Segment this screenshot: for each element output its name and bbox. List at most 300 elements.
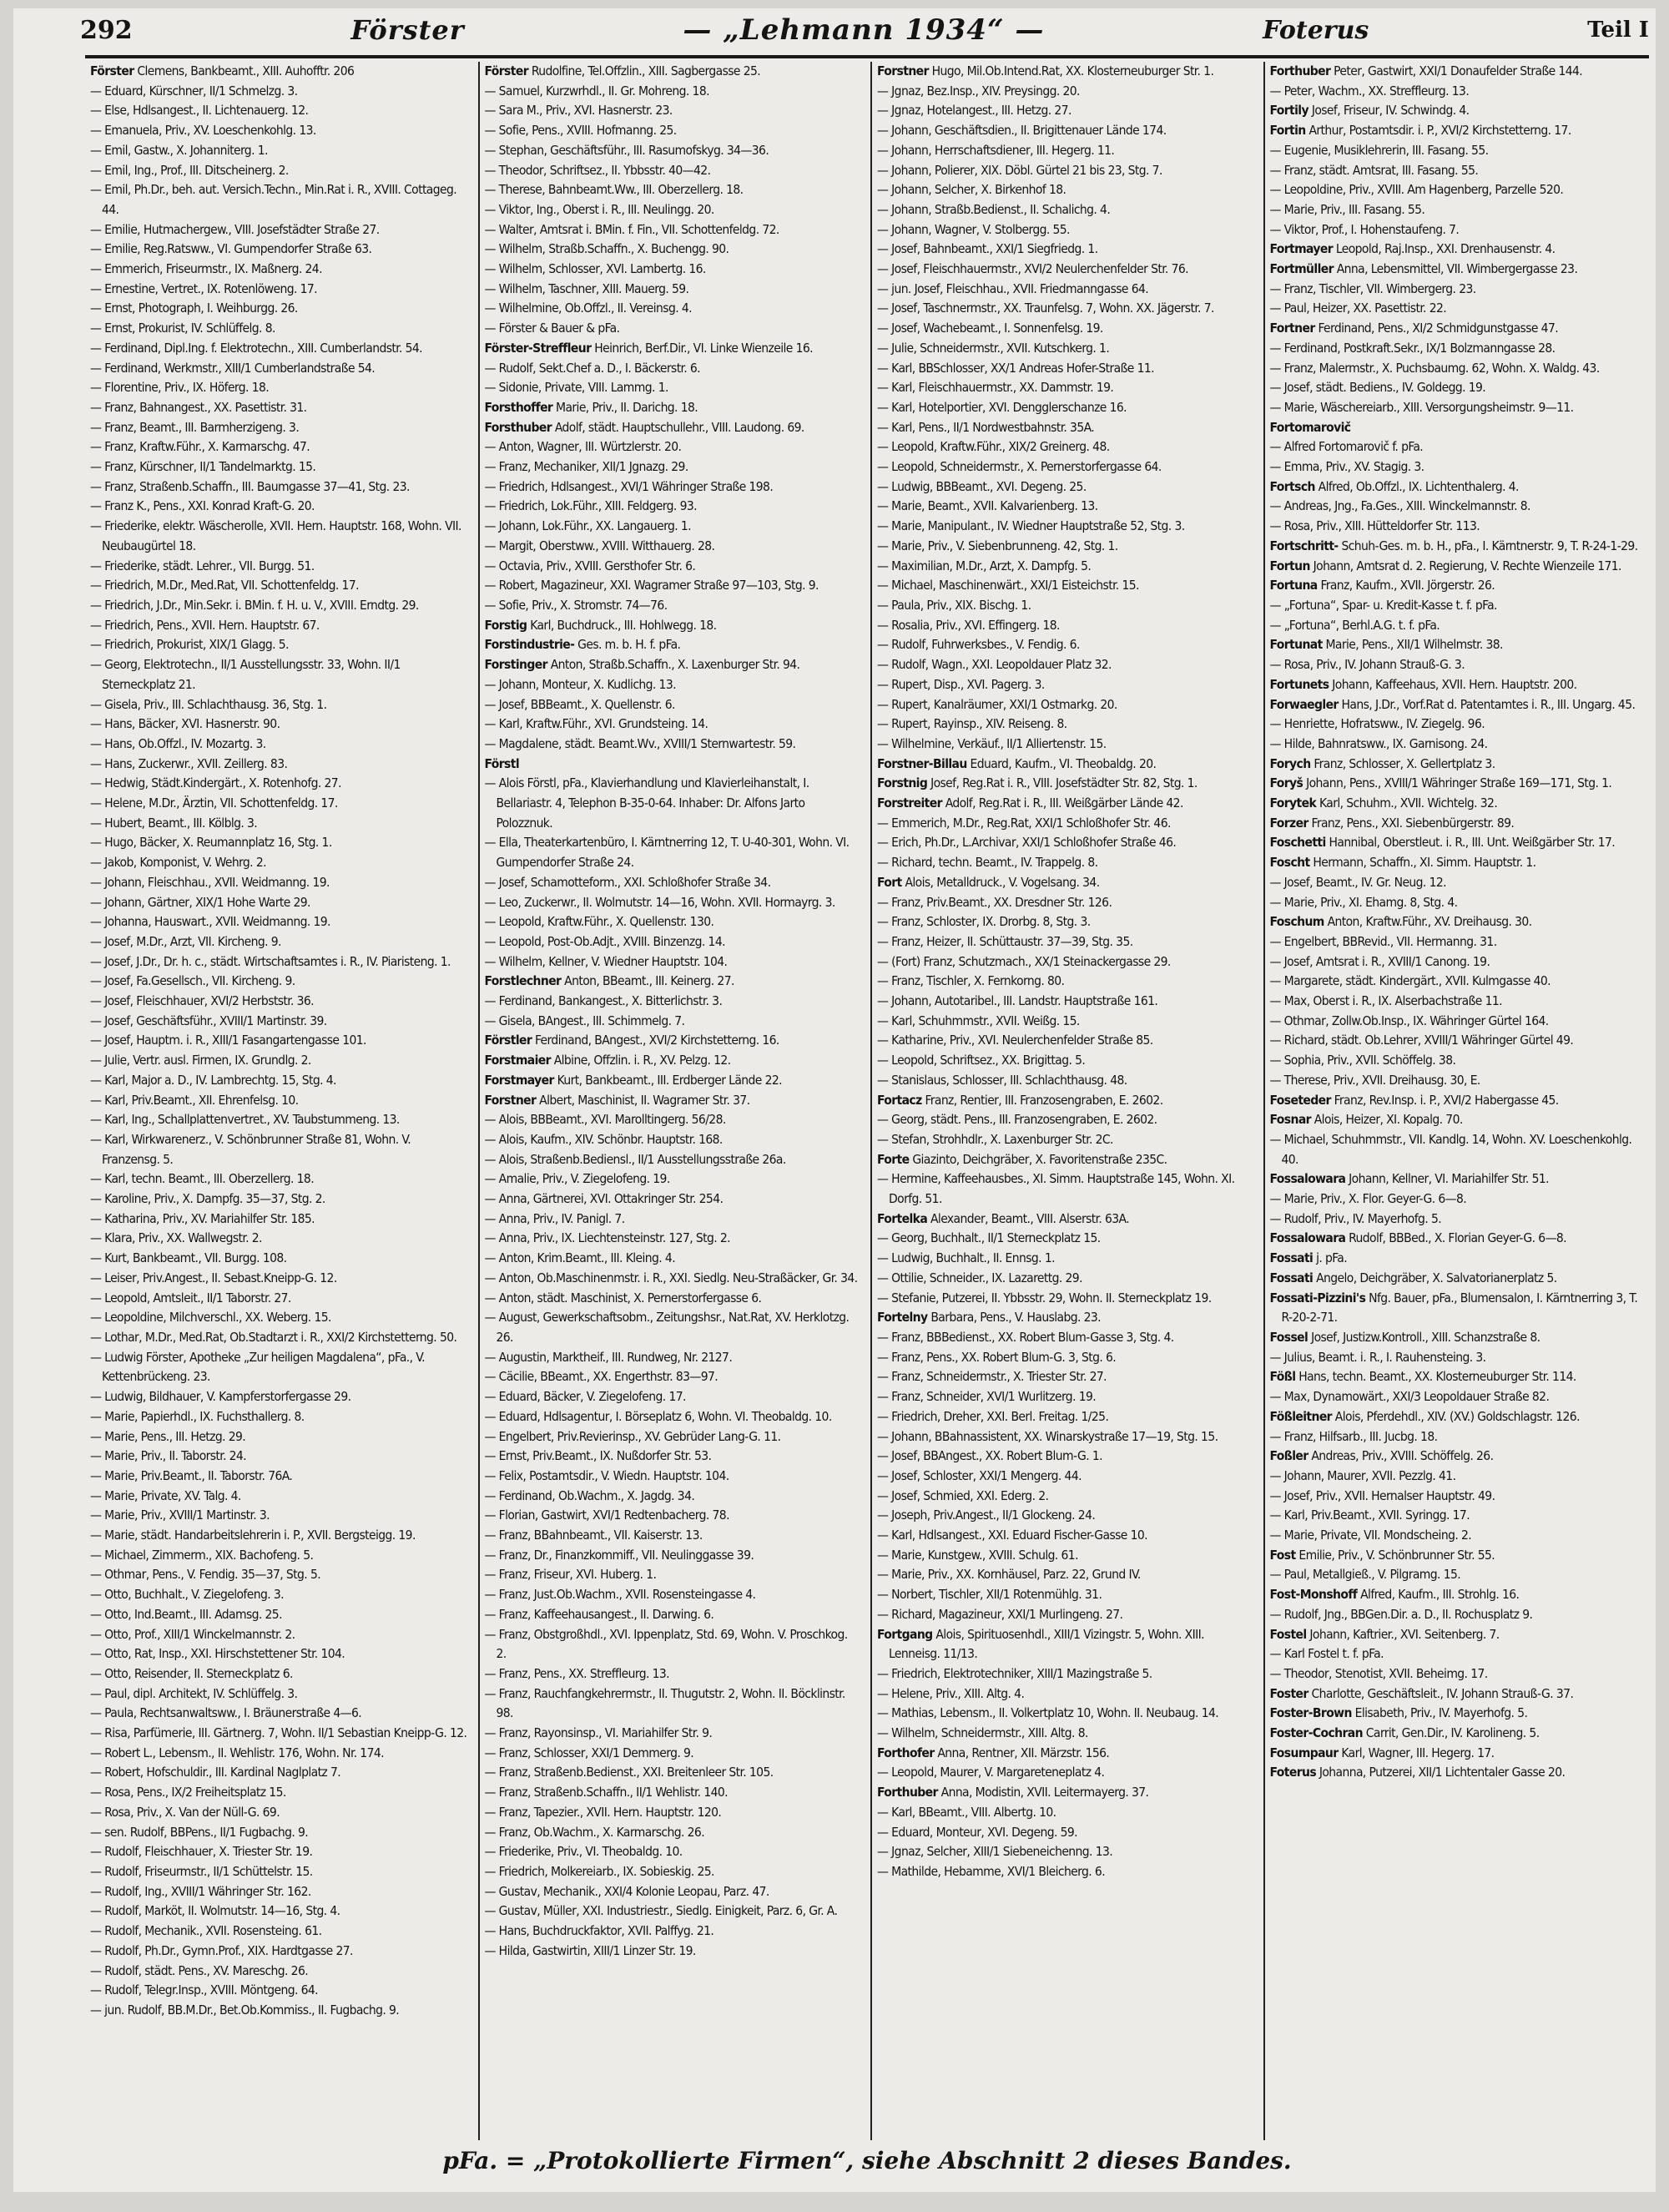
entry-text: — Friedrich, Hdlsangest., XVI/1 Währinger Straße 198.: [484, 478, 774, 494]
entry-text: Kurt, Bankbeamt., III. Erdberger Lände 22.: [557, 1072, 782, 1088]
directory-entry: [877, 1249, 1253, 1269]
entry-text: — Josef, J.Dr., Dr. h. c., städt. Wirtschaftsamtes i. R., IV. Piaristeng. 1.: [90, 953, 451, 969]
entry-text: — Rudolf, Wagn., XXI. Leopoldauer Platz 32.: [877, 657, 1112, 673]
directory-entry: [485, 992, 861, 1012]
entry-text: Charlotte, Geschäftsleit., IV. Johann Strauß-G. 37.: [1311, 1685, 1574, 1701]
entry-text: — Florentine, Priv., IX. Höferg. 18.: [90, 380, 270, 396]
directory-entry: [90, 1942, 468, 1962]
entry-text: — Karl, BBeamt., VIII. Albertg. 10.: [877, 1804, 1056, 1820]
entry-surname: Forstindustrie-: [484, 637, 575, 653]
directory-entry: [90, 755, 468, 775]
entry-text: — Hans, Ob.Offzl., IV. Mozartg. 3.: [90, 735, 266, 751]
directory-entry: [1270, 616, 1646, 636]
entry-text: — Johann, Maurer, XVII. Pezzlg. 41.: [1269, 1467, 1456, 1483]
entry-surname: Forych: [1269, 755, 1311, 771]
entry-text: — Leopold, Amtsleit., II/1 Taborstr. 27.: [90, 1290, 291, 1305]
entry-text: Angelo, Deichgräber, X. Salvatorianerplatz 5.: [1316, 1270, 1557, 1285]
directory-entry: [485, 1664, 861, 1684]
directory-entry: [1270, 1110, 1646, 1130]
directory-entry: [1270, 1407, 1646, 1427]
entry-text: — Franz, Straßenb.Schaffn., III. Baumgasse 37—41, Stg. 23.: [90, 478, 410, 494]
entry-text: — Emilie, Reg.Ratsww., VI. Gumpendorfer Straße 63.: [90, 241, 372, 257]
entry-text: — Marie, städt. Handarbeitslehrerin i. P., XVII. Bergsteigg. 19.: [90, 1528, 416, 1543]
directory-entry: [877, 82, 1253, 102]
entry-text: — Stefan, Strohhdlr., X. Laxenburger Str. 2C.: [877, 1131, 1113, 1147]
entry-text: Marie, Pens., XII/1 Wilhelmstr. 38.: [1325, 637, 1503, 653]
directory-entry: [90, 774, 468, 794]
entry-text: — Augustin, Marktheif., III. Rundweg, Nr. 2127.: [484, 1349, 733, 1365]
entry-surname: Forthofer: [877, 1745, 935, 1760]
directory-entry: [877, 299, 1253, 319]
entry-text: — Katharine, Priv., XVI. Neulerchenfelder Straße 85.: [877, 1033, 1153, 1048]
entry-text: — Leopold, Post-Ob.Adjt., XVIII. Binzenzg. 14.: [484, 933, 725, 949]
directory-entry: [877, 893, 1253, 913]
entry-text: — Franz, Straßenb.Schaffn., II/1 Wehlistr. 140.: [484, 1785, 728, 1800]
directory-entry: [90, 1862, 468, 1882]
directory-entry: [1270, 912, 1646, 932]
publication-title: — „Lehmann 1934“ —: [683, 13, 1045, 47]
directory-entry: [1270, 1169, 1646, 1189]
directory-entry: [877, 794, 1253, 814]
directory-entry: [1270, 1526, 1646, 1546]
entry-text: Adolf, städt. Hauptschullehr., VIII. Laudong. 69.: [554, 419, 804, 435]
entry-text: — Karl, Kraftw.Führ., XVI. Grundsteing. 14.: [484, 716, 708, 732]
entry-text: — Ernst, Priv.Beamt., IX. Nußdorfer Str. 53.: [484, 1448, 712, 1464]
directory-entry: [90, 62, 468, 82]
directory-entry: [877, 1328, 1253, 1348]
directory-entry: [485, 62, 861, 82]
entry-text: — Franz, städt. Amtsrat, III. Fasang. 55.: [1269, 162, 1479, 178]
directory-entry: [485, 1289, 861, 1309]
entry-text: — Wilhelmine, Ob.Offzl., II. Vereinsg. 4.: [484, 300, 692, 316]
entry-surname: Förster: [484, 63, 528, 78]
entry-text: — Johann, Wagner, V. Stolbergg. 55.: [877, 221, 1070, 237]
entry-text: — Karl Fostel t. f. pFa.: [1269, 1646, 1384, 1662]
entry-surname: Forsthuber: [484, 419, 552, 435]
entry-text: — Marie, Private, XV. Talg. 4.: [90, 1487, 241, 1503]
entry-text: — Friedrich, Prokurist, XIX/1 Glagg. 5.: [90, 637, 289, 653]
entry-text: — Hermine, Kaffeehausbes., XI. Simm. Hauptstraße 145, Wohn. XI. Dorfg. 51.: [877, 1171, 1235, 1207]
directory-entry: [485, 299, 861, 319]
entry-text: — Viktor, Ing., Oberst i. R., III. Neulingg. 20.: [484, 201, 714, 217]
header-first-entry: Förster: [350, 14, 465, 46]
entry-text: — Florian, Gastwirt, XVI/1 Redtenbacherg. 78.: [484, 1507, 729, 1523]
entry-surname: Forthuber: [877, 1785, 938, 1800]
entry-surname: Forstmayer: [484, 1072, 554, 1088]
entry-text: Marie, Priv., II. Darichg. 18.: [556, 399, 698, 415]
directory-entry: [90, 1763, 468, 1783]
directory-entry: [90, 1901, 468, 1922]
directory-entry: [877, 1803, 1253, 1823]
directory-entry: [1270, 437, 1646, 457]
entry-text: — Gustav, Mechanik., XXI/4 Kolonie Leopau, Parz. 47.: [484, 1883, 769, 1899]
directory-entry: [877, 161, 1253, 181]
directory-entry: [485, 1348, 861, 1368]
column-2: [478, 62, 865, 2140]
directory-entry: [485, 1091, 861, 1111]
entry-text: — Marie, Priv., II. Taborstr. 24.: [90, 1448, 247, 1464]
directory-entry: [90, 1210, 468, 1230]
entry-text: — Franz, Obstgroßhdl., XVI. Ippenplatz, Std. 69, Wohn. V. Proschkog. 2.: [484, 1626, 848, 1662]
entry-surname: Fortily: [1269, 103, 1308, 119]
entry-text: — Friedrich, M.Dr., Med.Rat, VII. Schottenfeldg. 17.: [90, 578, 359, 593]
entry-text: — Otto, Ind.Beamt., III. Adamsg. 25.: [90, 1606, 282, 1622]
directory-entry: [1270, 814, 1646, 834]
directory-entry: [485, 82, 861, 102]
entry-text: — Ernst, Prokurist, IV. Schlüffelg. 8.: [90, 321, 275, 336]
entry-surname: Forstreiter: [877, 795, 942, 811]
directory-entry: [877, 952, 1253, 972]
directory-entry: [877, 1407, 1253, 1427]
entry-text: — Rudolf, Fleischhauer, X. Triester Str. 19.: [90, 1844, 313, 1860]
entry-surname: Fößl: [1269, 1369, 1296, 1385]
directory-entry: [485, 1763, 861, 1783]
entry-text: — Friederike, Priv., VI. Theobaldg. 10.: [484, 1844, 683, 1860]
directory-entry: [90, 1506, 468, 1526]
entry-text: — Franz, Rayonsinsp., VI. Mariahilfer Str. 9.: [484, 1725, 713, 1741]
entry-text: — Ella, Theaterkartenbüro, I. Kärntnerring 12, T. U-40-301, Wohn. VI. Gumpendorfer Straße 24.: [484, 835, 850, 871]
directory-entry: [877, 1289, 1253, 1309]
entry-text: — Anna, Priv., IX. Liechtensteinstr. 127, Stg. 2.: [484, 1230, 731, 1246]
directory-entry: [485, 1744, 861, 1764]
directory-entry: [90, 1664, 468, 1684]
entry-text: — Jgnaz, Bez.Insp., XIV. Preysingg. 20.: [877, 83, 1080, 98]
directory-entry: [877, 715, 1253, 735]
entry-text: — Johann, Selcher, X. Birkenhof 18.: [877, 182, 1066, 198]
directory-entry: [877, 537, 1253, 557]
directory-entry: [90, 833, 468, 853]
directory-entry: [485, 537, 861, 557]
entry-text: — Johann, Lok.Führ., XX. Langauerg. 1.: [484, 518, 691, 534]
entry-text: — Rudolf, Sekt.Chef a. D., I. Bäckerstr. 6.: [484, 360, 701, 376]
directory-entry: [90, 1803, 468, 1823]
entry-text: — Wilhelm, Straßb.Schaffn., X. Buchengg. 90.: [484, 241, 729, 257]
entry-text: — Marie, Priv., XVIII/1 Martinstr. 3.: [90, 1507, 270, 1523]
directory-entry: [877, 260, 1253, 280]
directory-entry: [1270, 398, 1646, 418]
entry-text: — Marie, Priv., XX. Kornhäusel, Parz. 22, Grund IV.: [877, 1567, 1141, 1583]
entry-text: — Eduard, Kürschner, II/1 Schmelzg. 3.: [90, 83, 298, 98]
directory-entry: [1270, 893, 1646, 913]
entry-text: — Emil, Gastw., X. Johanniterg. 1.: [90, 142, 268, 158]
directory-entry: [877, 853, 1253, 873]
entry-surname: Foryš: [1269, 775, 1303, 791]
entry-text: — Max, Dynamowärt., XXI/3 Leopoldauer Straße 82.: [1269, 1389, 1550, 1405]
directory-entry: [485, 1684, 861, 1724]
entry-text: — Marie, Papierhdl., IX. Fuchsthallerg. 8.: [90, 1408, 305, 1424]
directory-entry: [485, 418, 861, 438]
directory-entry: [485, 497, 861, 517]
directory-entry: [877, 1427, 1253, 1447]
entry-text: — Marie, Priv.Beamt., II. Taborstr. 76A.: [90, 1467, 293, 1483]
directory-entry: [90, 635, 468, 655]
directory-entry: [485, 1487, 861, 1507]
directory-entry: [877, 1467, 1253, 1487]
entry-text: — Leopold, Kraftw.Führ., XIX/2 Greinerg. 48.: [877, 439, 1110, 455]
directory-entry: [90, 1526, 468, 1546]
entry-text: Karl, Buchdruck., III. Hohlwegg. 18.: [530, 617, 717, 633]
entry-text: — Sidonie, Private, VIII. Lammg. 1.: [484, 380, 668, 396]
directory-entry: [1270, 735, 1646, 755]
entry-text: — Julie, Schneidermstr., XVII. Kutschkerg. 1.: [877, 340, 1110, 356]
directory-entry: [485, 1842, 861, 1862]
directory-entry: [877, 1367, 1253, 1387]
entry-text: — Otto, Reisender, II. Sterneckplatz 6.: [90, 1665, 293, 1681]
directory-entry: [877, 1487, 1253, 1507]
entry-text: — Theodor, Stenotist, XVII. Beheimg. 17.: [1269, 1665, 1488, 1681]
directory-entry: [90, 161, 468, 181]
entry-surname: Fosnar: [1269, 1112, 1311, 1128]
entry-text: — Ferdinand, Bankangest., X. Bitterlichstr. 3.: [484, 993, 723, 1009]
directory-entry: [1270, 1605, 1646, 1625]
directory-entry: [1270, 1704, 1646, 1724]
entry-text: — Ernst, Photograph, I. Weihburgg. 26.: [90, 300, 298, 316]
entry-text: Hannibal, Oberstleut. i. R., III. Unt. Weißgärber Str. 17.: [1329, 835, 1616, 851]
entry-text: Franz, Kaufm., XVII. Jörgerstr. 26.: [1320, 578, 1495, 593]
entry-text: — Franz, Tischler, X. Fernkorng. 80.: [877, 973, 1065, 989]
entry-text: — Erich, Ph.Dr., L.Archivar, XXI/1 Schloßhofer Straße 46.: [877, 835, 1177, 851]
entry-text: Johann, Kaffeehaus, XVII. Hern. Hauptstr. 200.: [1332, 676, 1577, 692]
entry-text: Andreas, Priv., XVIII. Schöffelg. 26.: [1311, 1448, 1494, 1464]
entry-text: Alois, Heizer, XI. Kopalg. 70.: [1314, 1112, 1463, 1128]
directory-entry: [90, 596, 468, 616]
directory-entry: [877, 1664, 1253, 1684]
directory-entry: [485, 1585, 861, 1605]
entry-surname: Forstner: [877, 63, 929, 78]
directory-entry: [90, 952, 468, 972]
entry-text: — Wilhelm, Kellner, V. Wiedner Hauptstr. 104.: [484, 953, 728, 969]
entry-text: — Rupert, Kanalräumer, XXI/1 Ostmarkg. 20.: [877, 696, 1117, 712]
directory-entry: [1270, 497, 1646, 517]
entry-text: — Gisela, BAngest., III. Schimmelg. 7.: [484, 1013, 685, 1028]
directory-entry: [90, 853, 468, 873]
entry-surname: Fortgang: [877, 1626, 933, 1642]
directory-entry: [1270, 972, 1646, 992]
directory-entry: [877, 477, 1253, 497]
directory-entry: [877, 378, 1253, 398]
entry-text: — Johanna, Hauswart., XVII. Weidmanng. 19.: [90, 914, 330, 930]
directory-entry: [90, 695, 468, 715]
entry-text: — Joseph, Priv.Angest., II/1 Glockeng. 24.: [877, 1507, 1096, 1523]
entry-text: — (Fort) Franz, Schutzmach., XX/1 Steinackergasse 29.: [877, 953, 1171, 969]
entry-text: — Stanislaus, Schlosser, III. Schlachthausg. 48.: [877, 1072, 1127, 1088]
entry-text: Peter, Gastwirt, XXI/1 Donaufelder Straße 144.: [1334, 63, 1583, 78]
directory-entry: [485, 1427, 861, 1447]
entry-surname: Forsthoffer: [484, 399, 553, 415]
directory-entry: [485, 675, 861, 695]
entry-text: — Marie, Kunstgew., XVIII. Schulg. 61.: [877, 1547, 1078, 1563]
entry-text: — Marie, Priv., V. Siebenbrunneng. 42, Stg. 1.: [877, 538, 1118, 553]
directory-entry: [1270, 576, 1646, 596]
entry-text: — Henriette, Hofratsww., IV. Ziegelg. 96.: [1269, 716, 1485, 732]
entry-text: — Ottilie, Schneider., IX. Lazarettg. 29.: [877, 1270, 1082, 1285]
entry-surname: Fortsch: [1269, 478, 1315, 494]
entry-text: — Ferdinand, Werkmstr., XIII/1 Cumberlandstraße 54.: [90, 360, 376, 376]
directory-entry: [90, 1012, 468, 1032]
entry-text: — Josef, BBBeamt., X. Quellenstr. 6.: [484, 696, 675, 712]
directory-entry: [877, 932, 1253, 952]
entry-surname: Fortomarovič: [1269, 419, 1351, 435]
directory-entry: [90, 121, 468, 141]
directory-entry: [90, 912, 468, 932]
directory-entry: [877, 1229, 1253, 1249]
directory-entry: [877, 755, 1253, 775]
entry-text: — Leo, Zuckerwr., II. Wolmutstr. 14—16, Wohn. XVII. Hormayrg. 3.: [484, 894, 835, 910]
directory-entry: [485, 457, 861, 477]
directory-entry: [90, 893, 468, 913]
directory-entry: [877, 596, 1253, 616]
directory-entry: [877, 1526, 1253, 1546]
entry-text: Josef, Justizw.Kontroll., XIII. Schanzstraße 8.: [1311, 1330, 1540, 1345]
entry-text: — Josef, Schmied, XXI. Ederg. 2.: [877, 1487, 1049, 1503]
directory-entry: [1270, 1664, 1646, 1684]
directory-entry: [1270, 715, 1646, 735]
entry-surname: Fossati-Pizzini's: [1269, 1290, 1366, 1305]
directory-entry: [1270, 1031, 1646, 1051]
entry-text: — Norbert, Tischler, XII/1 Rotenmühlg. 31.: [877, 1587, 1102, 1603]
entry-text: — Karl, Fleischhauermstr., XX. Dammstr. 19.: [877, 380, 1114, 396]
entry-surname: Fossati: [1269, 1270, 1314, 1285]
directory-entry: [90, 1487, 468, 1507]
directory-entry: [485, 1110, 861, 1130]
directory-entry: [1270, 675, 1646, 695]
directory-entry: [90, 101, 468, 121]
page-number: 292: [80, 15, 133, 45]
directory-entry: [1270, 1644, 1646, 1664]
entry-surname: Foscht: [1269, 855, 1310, 871]
entry-text: — Georg, Buchhalt., II/1 Sterneckplatz 15.: [877, 1230, 1101, 1246]
entry-text: — Max, Oberst i. R., IX. Alserbachstraße 11.: [1269, 993, 1502, 1009]
directory-entry: [1270, 557, 1646, 577]
entry-surname: Fortmayer: [1269, 241, 1334, 257]
entry-surname: Fost-Monshoff: [1269, 1587, 1358, 1603]
entry-surname: Fossalowara: [1269, 1171, 1346, 1187]
entry-text: — Johann, Fleischhau., XVII. Weidmanng. 19.: [90, 874, 330, 890]
entry-text: — Sara M., Priv., XVI. Hasnerstr. 23.: [484, 103, 673, 119]
column-4: [1263, 62, 1650, 2140]
directory-entry: [485, 1625, 861, 1664]
directory-entry: [90, 616, 468, 636]
entry-text: — Samuel, Kurzwrhdl., II. Gr. Mohreng. 18.: [484, 83, 709, 98]
entry-text: — Franz, Kürschner, II/1 Tandelmarktg. 15.: [90, 459, 316, 475]
entry-text: — Michael, Zimmerm., XIX. Bachofeng. 5.: [90, 1547, 314, 1563]
directory-entry: [90, 1882, 468, 1902]
entry-text: — Stephan, Geschäftsführ., III. Rasumofskyg. 34—36.: [484, 142, 769, 158]
entry-text: — Josef, städt. Bediens., IV. Goldegg. 19.: [1269, 380, 1486, 396]
directory-entry: [1270, 1744, 1646, 1764]
entry-text: Josef, Reg.Rat i. R., VIII. Josefstädter Str. 82, Stg. 1.: [930, 775, 1198, 791]
directory-entry: [90, 240, 468, 260]
entry-text: — Julie, Vertr. ausl. Firmen, IX. Grundlg. 2.: [90, 1053, 311, 1068]
entry-text: — Karl, Ing., Schallplattenvertret., XV. Taubstummeng. 13.: [90, 1112, 400, 1128]
entry-text: Ferdinand, Pens., XI/2 Schmidgunstgasse 47.: [1318, 321, 1559, 336]
directory-entry: [1270, 1269, 1646, 1289]
directory-entry: [90, 1644, 468, 1664]
entry-text: — Karl, Hdlsangest., XXI. Eduard Fischer-Gasse 10.: [877, 1528, 1147, 1543]
directory-entry: [90, 1704, 468, 1724]
directory-entry: [485, 1150, 861, 1170]
directory-entry: [877, 873, 1253, 893]
entry-text: — Gustav, Müller, XXI. Industriestr., Siedlg. Einigkeit, Parz. 6, Gr. A.: [484, 1903, 838, 1919]
entry-text: Eduard, Kaufm., VI. Theobaldg. 20.: [970, 755, 1157, 771]
entry-text: Ferdinand, BAngest., XVI/2 Kirchstetterng. 16.: [534, 1033, 779, 1048]
entry-text: — Karl, Wirkwarenerz., V. Schönbrunner Straße 81, Wohn. V. Franzensg. 5.: [90, 1131, 411, 1167]
directory-entry: [90, 398, 468, 418]
directory-entry: [90, 1605, 468, 1625]
directory-entry: [485, 1269, 861, 1289]
entry-text: — Margarete, städt. Kindergärt., XVII. Kulmgasse 40.: [1269, 973, 1551, 989]
directory-entry: [485, 1803, 861, 1823]
directory-entry: [485, 1249, 861, 1269]
entry-text: Elisabeth, Priv., IV. Mayerhofg. 5.: [1354, 1705, 1528, 1721]
directory-entry: [1270, 1427, 1646, 1447]
entry-text: — „Fortuna“, Berhl.A.G. t. f. pFa.: [1269, 617, 1440, 633]
directory-entry: [877, 1348, 1253, 1368]
directory-entry: [485, 1565, 861, 1585]
directory-entry: [485, 893, 861, 913]
directory-entry: [877, 319, 1253, 339]
directory-entry: [485, 200, 861, 220]
directory-entry: [485, 1526, 861, 1546]
entry-surname: Fortun: [1269, 558, 1310, 573]
directory-entry: [877, 814, 1253, 834]
entry-text: — Leopold, Schneidermstr., X. Pernerstorfergasse 64.: [877, 459, 1162, 475]
directory-entry: [1270, 240, 1646, 260]
directory-entry: [1270, 418, 1646, 438]
entry-surname: Förstler: [484, 1033, 532, 1048]
directory-entry: [90, 1169, 468, 1189]
entry-text: — Josef, Hauptm. i. R., XIII/1 Fasangartengasse 101.: [90, 1033, 366, 1048]
directory-entry: [90, 1823, 468, 1843]
entry-text: — Marie, Private, VII. Mondscheing. 2.: [1269, 1528, 1472, 1543]
entry-surname: Fortin: [1269, 123, 1306, 139]
entry-text: — Rupert, Rayinsp., XIV. Reiseng. 8.: [877, 716, 1067, 732]
directory-entry: [1270, 101, 1646, 121]
entry-text: Johanna, Putzerei, XII/1 Lichtentaler Gasse 20.: [1319, 1765, 1566, 1780]
directory-entry: [1270, 161, 1646, 181]
directory-entry: [877, 992, 1253, 1012]
entry-text: — Franz, Mechaniker, XII/1 Jgnazg. 29.: [484, 459, 688, 475]
directory-entry: [1270, 220, 1646, 240]
directory-entry: [90, 457, 468, 477]
directory-entry: [1270, 1210, 1646, 1230]
entry-surname: Fosumpaur: [1269, 1745, 1339, 1760]
entry-surname: Fossati: [1269, 1250, 1314, 1266]
directory-entry: [90, 1922, 468, 1942]
directory-entry: [877, 972, 1253, 992]
directory-entry: [1270, 1467, 1646, 1487]
entry-text: — Hans, Zuckerwr., XVII. Zeillerg. 83.: [90, 755, 288, 771]
entry-surname: Fößleitner: [1269, 1408, 1332, 1424]
entry-text: — Rosalia, Priv., XVI. Effingerg. 18.: [877, 617, 1060, 633]
directory-entry: [90, 932, 468, 952]
entry-text: — Johann, Polierer, XIX. Döbl. Gürtel 21 bis 23, Stg. 7.: [877, 162, 1162, 178]
directory-entry: [90, 517, 468, 556]
directory-entry: [1270, 755, 1646, 775]
directory-entry: [877, 1842, 1253, 1862]
directory-entry: [1270, 517, 1646, 537]
directory-entry: [877, 1110, 1253, 1130]
directory-entry: [877, 339, 1253, 359]
entry-text: — Paula, Rechtsanwaltsww., I. Bräunerstraße 4—6.: [90, 1705, 362, 1721]
directory-entry: [877, 101, 1253, 121]
entry-text: — Else, Hdlsangest., II. Lichtenauerg. 12.: [90, 103, 309, 119]
directory-entry: [90, 972, 468, 992]
entry-text: — Ferdinand, Dipl.Ing. f. Elektrotechn., XIII. Cumberlandstr. 54.: [90, 340, 422, 356]
directory-entry: [877, 1506, 1253, 1526]
entry-text: — Gisela, Priv., III. Schlachthausg. 36, Stg. 1.: [90, 696, 327, 712]
entry-text: Rudolfine, Tel.Offzlin., XIII. Sagbergasse 25.: [531, 63, 761, 78]
